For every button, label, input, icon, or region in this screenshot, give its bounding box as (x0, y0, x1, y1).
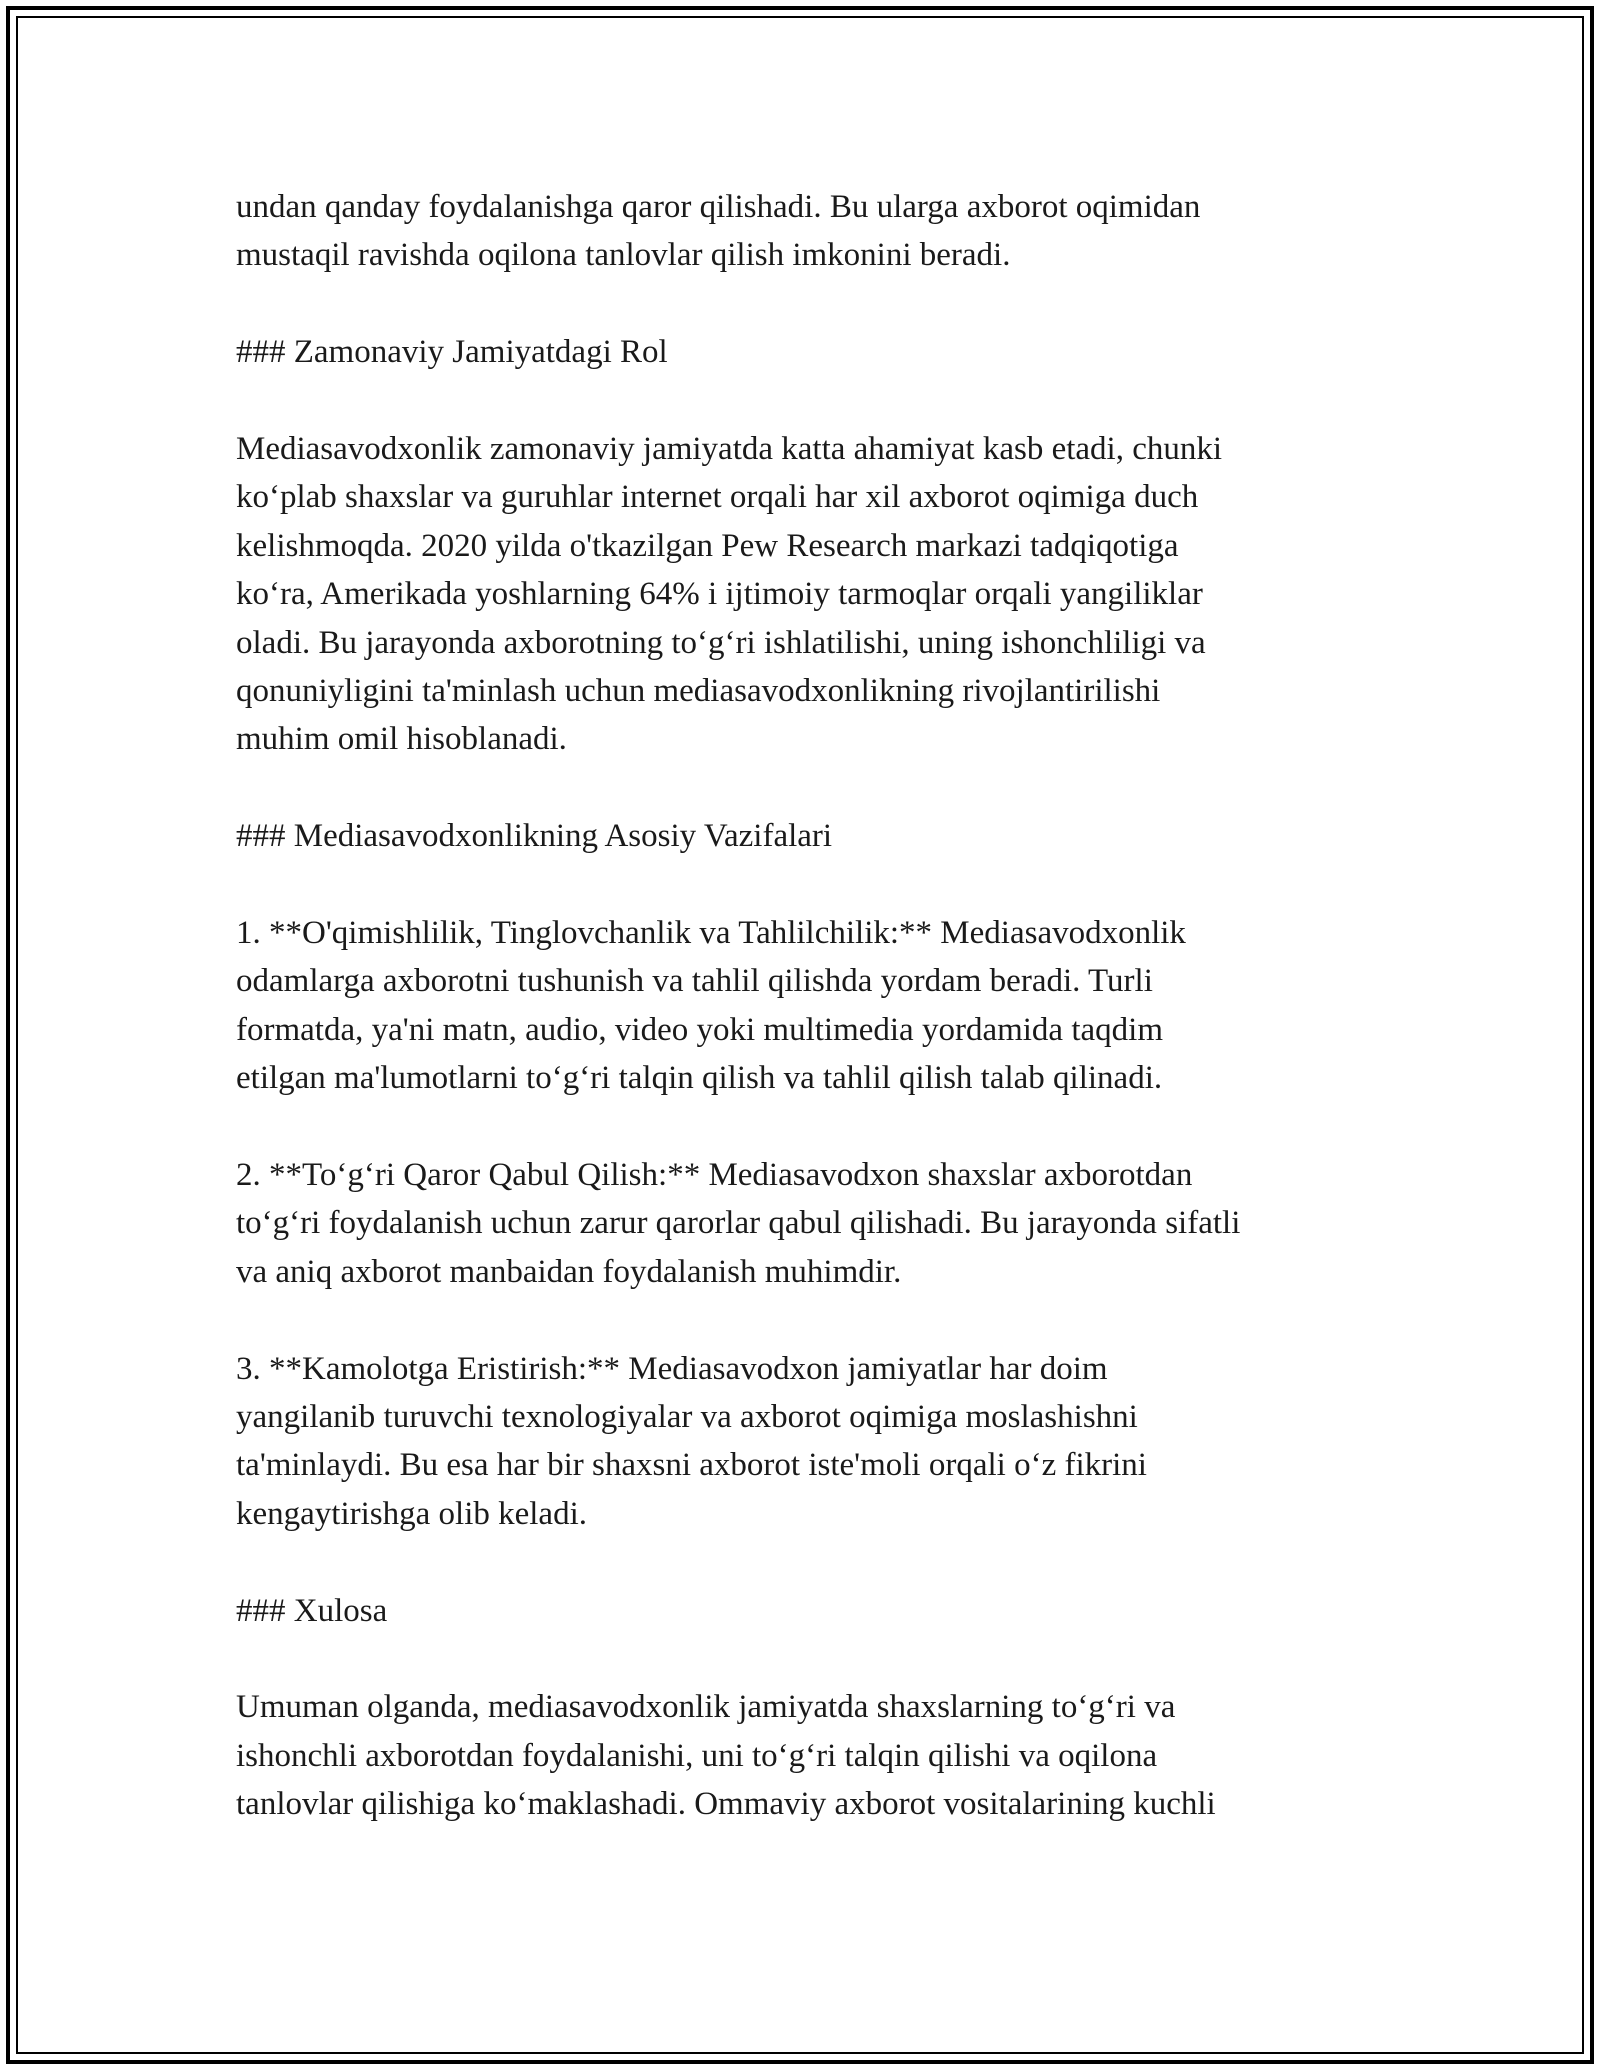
section-heading-role (236, 328, 1376, 376)
conclusion-paragraph (236, 1683, 1376, 1828)
text-line: 1. **O'qimishlilik, Tinglovchanlik va Tahlilchilik:** Mediasavodxonlik (236, 915, 1186, 952)
text-line: va aniq axborot manbaidan foydalanish muhimdir. (236, 1253, 902, 1290)
text-line: qonuniyligini ta'minlash uchun mediasavodxonlikning rivojlantirilishi (236, 673, 1161, 710)
intro-paragraph (236, 183, 1376, 280)
text-line: ko‘plab shaxslar va guruhlar internet orqali har xil axborot oqimiga duch (236, 479, 1199, 516)
heading-text: ### Xulosa (236, 1592, 388, 1629)
text-line: oladi. Bu jarayonda axborotning to‘g‘ri ishlatilishi, uning ishonchliligi va (236, 624, 1206, 661)
text-line: odamlarga axborotni tushunish va tahlil qilishda yordam beradi. Turli (236, 963, 1153, 1000)
text-line: ko‘ra, Amerikada yoshlarning 64% i ijtimoiy tarmoqlar orqali yangiliklar (236, 576, 1203, 613)
text-line: mustaqil ravishda oqilona tanlovlar qilish imkonini beradi. (236, 237, 1011, 274)
text-line: undan qanday foydalanishga qaror qilishadi. Bu ularga axborot oqimidan (236, 189, 1201, 225)
text-line: muhim omil hisoblanadi. (236, 721, 567, 758)
text-line: 3. **Kamolotga Eristirish:** Mediasavodxon jamiyatlar har doim (236, 1350, 1108, 1387)
text-line: Mediasavodxonlik zamonaviy jamiyatda katta ahamiyat kasb etadi, chunki (236, 431, 1223, 467)
text-line: formatda, ya'ni matn, audio, video yoki multimedia yordamida taqdim (236, 1011, 1163, 1048)
list-item-1 (236, 909, 1376, 1103)
heading-text: ### Zamonaviy Jamiyatdagi Rol (236, 334, 668, 371)
list-item-2 (236, 1151, 1376, 1296)
text-line: ta'minlaydi. Bu esa har bir shaxsni axborot iste'moli orqali o‘z fikrini (236, 1447, 1147, 1484)
role-paragraph (236, 425, 1376, 764)
list-item-3 (236, 1345, 1376, 1539)
text-line: kengaytirishga olib keladi. (236, 1495, 587, 1532)
text-line: to‘g‘ri foydalanish uchun zarur qarorlar qabul qilishadi. Bu jarayonda sifatli (236, 1205, 1241, 1242)
section-heading-conclusion (236, 1587, 1376, 1635)
text-line: etilgan ma'lumotlarni to‘g‘ri talqin qilish va tahlil qilish talab qilinadi. (236, 1060, 1163, 1097)
text-line: 2. **To‘g‘ri Qaror Qabul Qilish:** Mediasavodxon shaxslar axborotdan (236, 1157, 1193, 1194)
section-heading-tasks (236, 812, 1376, 860)
text-line: kelishmoqda. 2020 yilda o'tkazilgan Pew Research markazi tadqiqotiga (236, 527, 1179, 564)
text-line: ishonchli axborotdan foydalanishi, uni to‘g‘ri talqin qilishi va oqilona (236, 1737, 1158, 1774)
text-line: Umuman olganda, mediasavodxonlik jamiyatda shaxslarning to‘g‘ri va (236, 1689, 1176, 1726)
heading-text: ### Mediasavodxonlikning Asosiy Vazifalari (236, 818, 833, 855)
text-line: yangilanib turuvchi texnologiyalar va axborot oqimiga moslashishni (236, 1399, 1138, 1436)
text-line: tanlovlar qilishiga ko‘maklashadi. Ommaviy axborot vositalarining kuchli (236, 1786, 1216, 1823)
document-body (236, 183, 1376, 1829)
